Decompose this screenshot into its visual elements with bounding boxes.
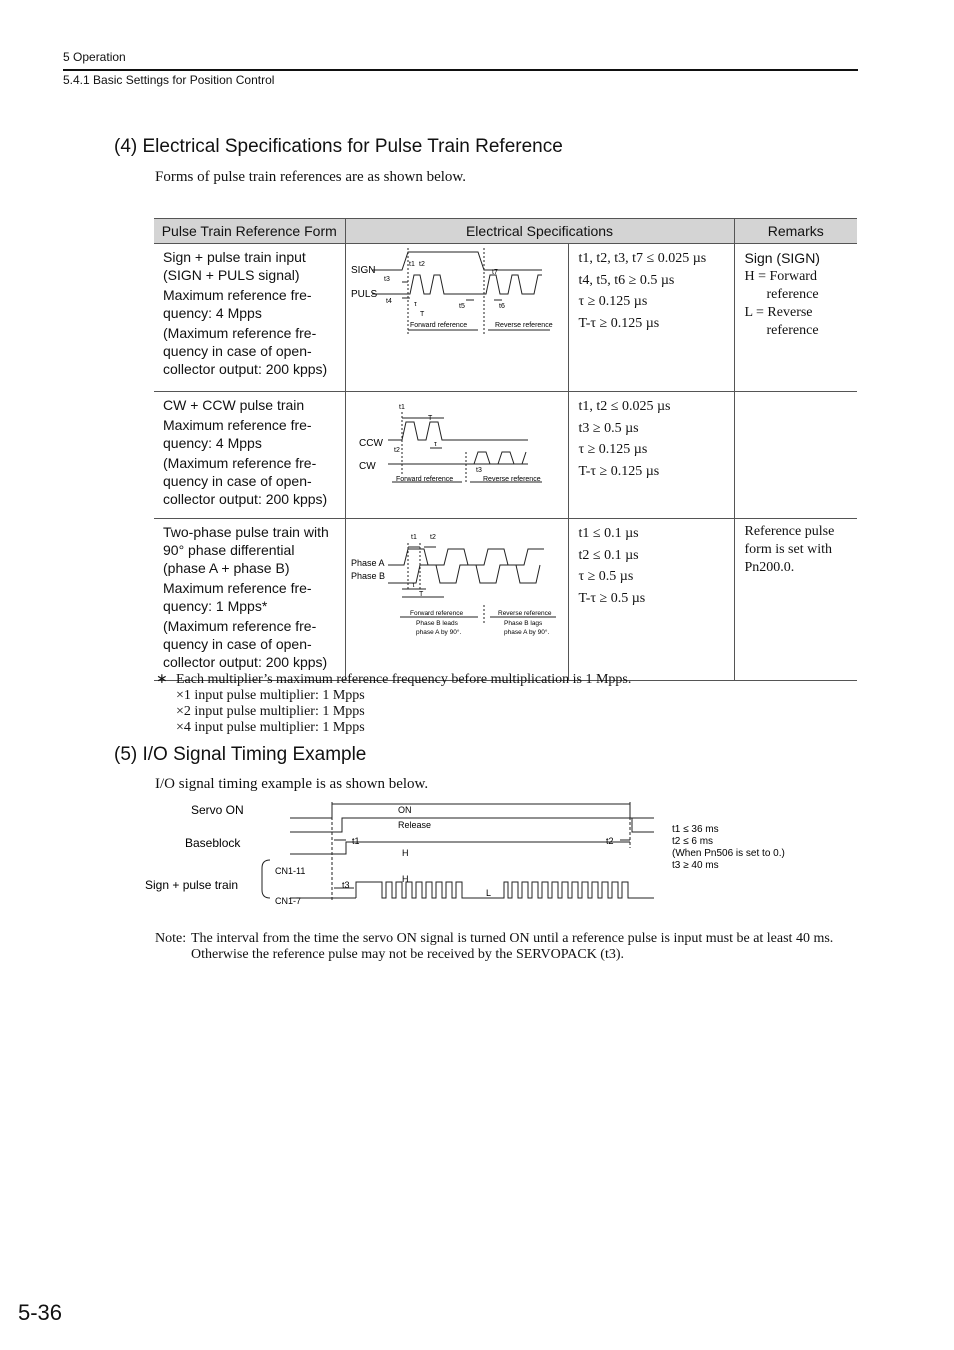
form-name: Sign + pulse train input (SIGN + PULS signal) bbox=[163, 249, 306, 283]
form-opencollector: (Maximum reference fre-quency in case of open-collector output: 200 kpps) bbox=[163, 325, 328, 377]
timing-condition: t2 ≤ 6 ms bbox=[672, 836, 714, 847]
remark-line: L = Reverse bbox=[744, 305, 813, 320]
fwd-ref-note: phase A by 90°. bbox=[415, 629, 461, 636]
spec-line: τ ≥ 0.5 µs bbox=[578, 569, 634, 584]
sign-pulse-timing-diagram bbox=[346, 244, 568, 386]
rev-ref-note: Phase B lags bbox=[503, 620, 542, 627]
page-number: 5-36 bbox=[18, 1300, 63, 1325]
footnote-mark: ∗ bbox=[156, 672, 168, 687]
remark-line: H = Forward bbox=[744, 269, 817, 284]
note-label: Note: bbox=[155, 931, 187, 946]
l-label: L bbox=[486, 888, 492, 898]
diagram-cell bbox=[345, 392, 568, 519]
phase-b-label: Phase B bbox=[350, 571, 385, 581]
section-5-intro: I/O signal timing example is as shown below. bbox=[155, 776, 429, 792]
puls-label: PULS bbox=[350, 289, 377, 300]
spec-line: τ ≥ 0.125 µs bbox=[578, 442, 648, 457]
footnote-line: ×2 input pulse multiplier: 1 Mpps bbox=[176, 704, 365, 719]
table-row bbox=[154, 244, 857, 392]
table-row bbox=[154, 392, 857, 519]
fwd-ref-note: Phase B leads bbox=[415, 620, 458, 627]
remarks-cell bbox=[734, 519, 857, 681]
fwd-ref-label: Forward reference bbox=[409, 322, 467, 329]
rev-ref-label: Reverse reference bbox=[494, 322, 553, 329]
t1-label: t1 bbox=[398, 404, 405, 411]
col-header-specs: Electrical Specifications bbox=[345, 219, 734, 244]
form-maxfreq: Maximum reference fre-quency: 1 Mpps* bbox=[163, 580, 312, 614]
chapter-header: 5 Operation bbox=[63, 50, 126, 64]
table-row bbox=[154, 519, 857, 681]
T-label: T bbox=[427, 415, 432, 422]
io-timing-diagram bbox=[140, 798, 820, 910]
spec-line: t2 ≤ 0.1 µs bbox=[578, 547, 639, 563]
t4-label: t4 bbox=[385, 298, 392, 305]
t6-label: t6 bbox=[498, 303, 505, 310]
t2-label: t2 bbox=[418, 261, 425, 268]
section-4-intro: Forms of pulse train references are as shown below. bbox=[155, 169, 467, 185]
pulse-spec-table bbox=[154, 218, 857, 681]
spec-line: t1 ≤ 0.1 µs bbox=[578, 526, 639, 541]
form-name: CW + CCW pulse train bbox=[163, 397, 305, 413]
cn1-7-label: CN1-7 bbox=[275, 896, 302, 906]
cw-label: CW bbox=[358, 461, 376, 472]
t1-label: t1 bbox=[408, 261, 415, 268]
release-label: Release bbox=[398, 820, 432, 830]
remark-line: reference bbox=[766, 323, 819, 338]
remarks-cell bbox=[734, 244, 857, 392]
form-cell bbox=[154, 392, 345, 519]
fwd-ref-label: Forward reference bbox=[409, 610, 463, 617]
t2-label: t2 bbox=[606, 836, 614, 846]
footnote-line: ×4 input pulse multiplier: 1 Mpps bbox=[176, 720, 365, 735]
t2-label: t2 bbox=[393, 447, 400, 454]
timing-condition: (When Pn506 is set to 0.) bbox=[672, 848, 785, 859]
spec-line: t3 ≥ 0.5 µs bbox=[578, 420, 639, 436]
cn1-11-label: CN1-11 bbox=[275, 866, 306, 876]
ccw-label: CCW bbox=[358, 438, 383, 449]
timing-condition: t3 ≥ 40 ms bbox=[672, 860, 719, 871]
t2-label: t2 bbox=[429, 534, 436, 541]
note-line: The interval from the time the servo ON signal is turned ON until a reference pulse is input must be at least 40 ms. bbox=[191, 931, 834, 946]
sign-label: SIGN bbox=[350, 265, 375, 276]
form-cell bbox=[154, 519, 345, 681]
form-name: Two-phase pulse train with 90° phase differential (phase A + phase B) bbox=[163, 524, 329, 576]
servo-on-label: Servo ON bbox=[191, 803, 244, 817]
fwd-ref-label: Forward reference bbox=[395, 476, 453, 483]
section-4-title: (4) Electrical Specifications for Pulse Train Reference bbox=[114, 136, 563, 157]
cw-ccw-timing-diagram bbox=[346, 392, 568, 513]
form-maxfreq: Maximum reference fre-quency: 4 Mpps bbox=[163, 287, 312, 321]
note-line: Otherwise the reference pulse may not be received by the SERVOPACK (t3). bbox=[191, 947, 625, 962]
footnote-line: ×1 input pulse multiplier: 1 Mpps bbox=[176, 688, 365, 703]
form-maxfreq: Maximum reference fre-quency: 4 Mpps bbox=[163, 417, 312, 451]
note-text bbox=[191, 931, 833, 963]
remark-line: reference bbox=[766, 287, 819, 302]
on-label: ON bbox=[398, 805, 412, 815]
spec-line: τ ≥ 0.125 µs bbox=[578, 294, 648, 309]
h-label: H bbox=[402, 848, 409, 858]
T-label: T bbox=[418, 591, 423, 598]
tau-label: τ bbox=[433, 441, 437, 448]
col-header-form: Pulse Train Reference Form bbox=[154, 219, 345, 244]
section-5-title: (5) I/O Signal Timing Example bbox=[114, 744, 367, 765]
tau-label: τ bbox=[411, 582, 415, 589]
remarks-cell bbox=[734, 392, 857, 519]
specs-cell bbox=[568, 519, 734, 681]
form-opencollector: (Maximum reference fre-quency in case of open-collector output: 200 kpps) bbox=[163, 618, 328, 670]
T-label: T bbox=[419, 311, 424, 318]
table-header-row bbox=[154, 219, 857, 244]
timing-condition: t1 ≤ 36 ms bbox=[672, 824, 719, 835]
rev-ref-label: Reverse reference bbox=[497, 610, 551, 617]
t7-label: t7 bbox=[491, 269, 498, 276]
baseblock-label: Baseblock bbox=[185, 836, 241, 850]
t5-label: t5 bbox=[458, 303, 465, 310]
specs-cell bbox=[568, 244, 734, 392]
spec-line: t1, t2 ≤ 0.025 µs bbox=[578, 399, 671, 414]
spec-line: t1, t2, t3, t7 ≤ 0.025 µs bbox=[578, 251, 707, 266]
sign-pulse-label: Sign + pulse train bbox=[145, 878, 239, 892]
remark-text: Reference pulse form is set with Pn200.0. bbox=[744, 524, 835, 575]
rev-ref-note: phase A by 90°. bbox=[503, 629, 549, 636]
t3-label: t3 bbox=[342, 880, 350, 890]
form-cell bbox=[154, 244, 345, 392]
spec-line: t4, t5, t6 ≥ 0.5 µs bbox=[578, 272, 675, 288]
footnote-text: Each multiplier’s maximum reference frequency before multiplication is 1 Mpps. bbox=[176, 672, 632, 687]
t1-label: t1 bbox=[352, 836, 360, 846]
specs-cell bbox=[568, 392, 734, 519]
t1-label: t1 bbox=[410, 534, 417, 541]
two-phase-timing-diagram bbox=[346, 519, 568, 675]
phase-a-label: Phase A bbox=[350, 558, 385, 568]
t3-label: t3 bbox=[475, 467, 482, 474]
col-header-remarks: Remarks bbox=[734, 219, 857, 244]
diagram-cell bbox=[345, 519, 568, 681]
form-opencollector: (Maximum reference fre-quency in case of open-collector output: 200 kpps) bbox=[163, 455, 328, 507]
rev-ref-label: Reverse reference bbox=[482, 476, 541, 483]
header-rule bbox=[63, 69, 858, 71]
spec-line: T-τ ≥ 0.5 µs bbox=[578, 590, 646, 606]
h-label: H bbox=[402, 874, 409, 884]
diagram-cell bbox=[345, 244, 568, 392]
spec-line: T-τ ≥ 0.125 µs bbox=[578, 315, 660, 331]
remark-title: Sign (SIGN) bbox=[744, 250, 820, 266]
section-header: 5.4.1 Basic Settings for Position Control bbox=[63, 73, 275, 87]
t3-label: t3 bbox=[383, 276, 390, 283]
spec-line: T-τ ≥ 0.125 µs bbox=[578, 463, 660, 479]
tau-label: τ bbox=[413, 301, 417, 308]
footnote bbox=[176, 672, 631, 736]
